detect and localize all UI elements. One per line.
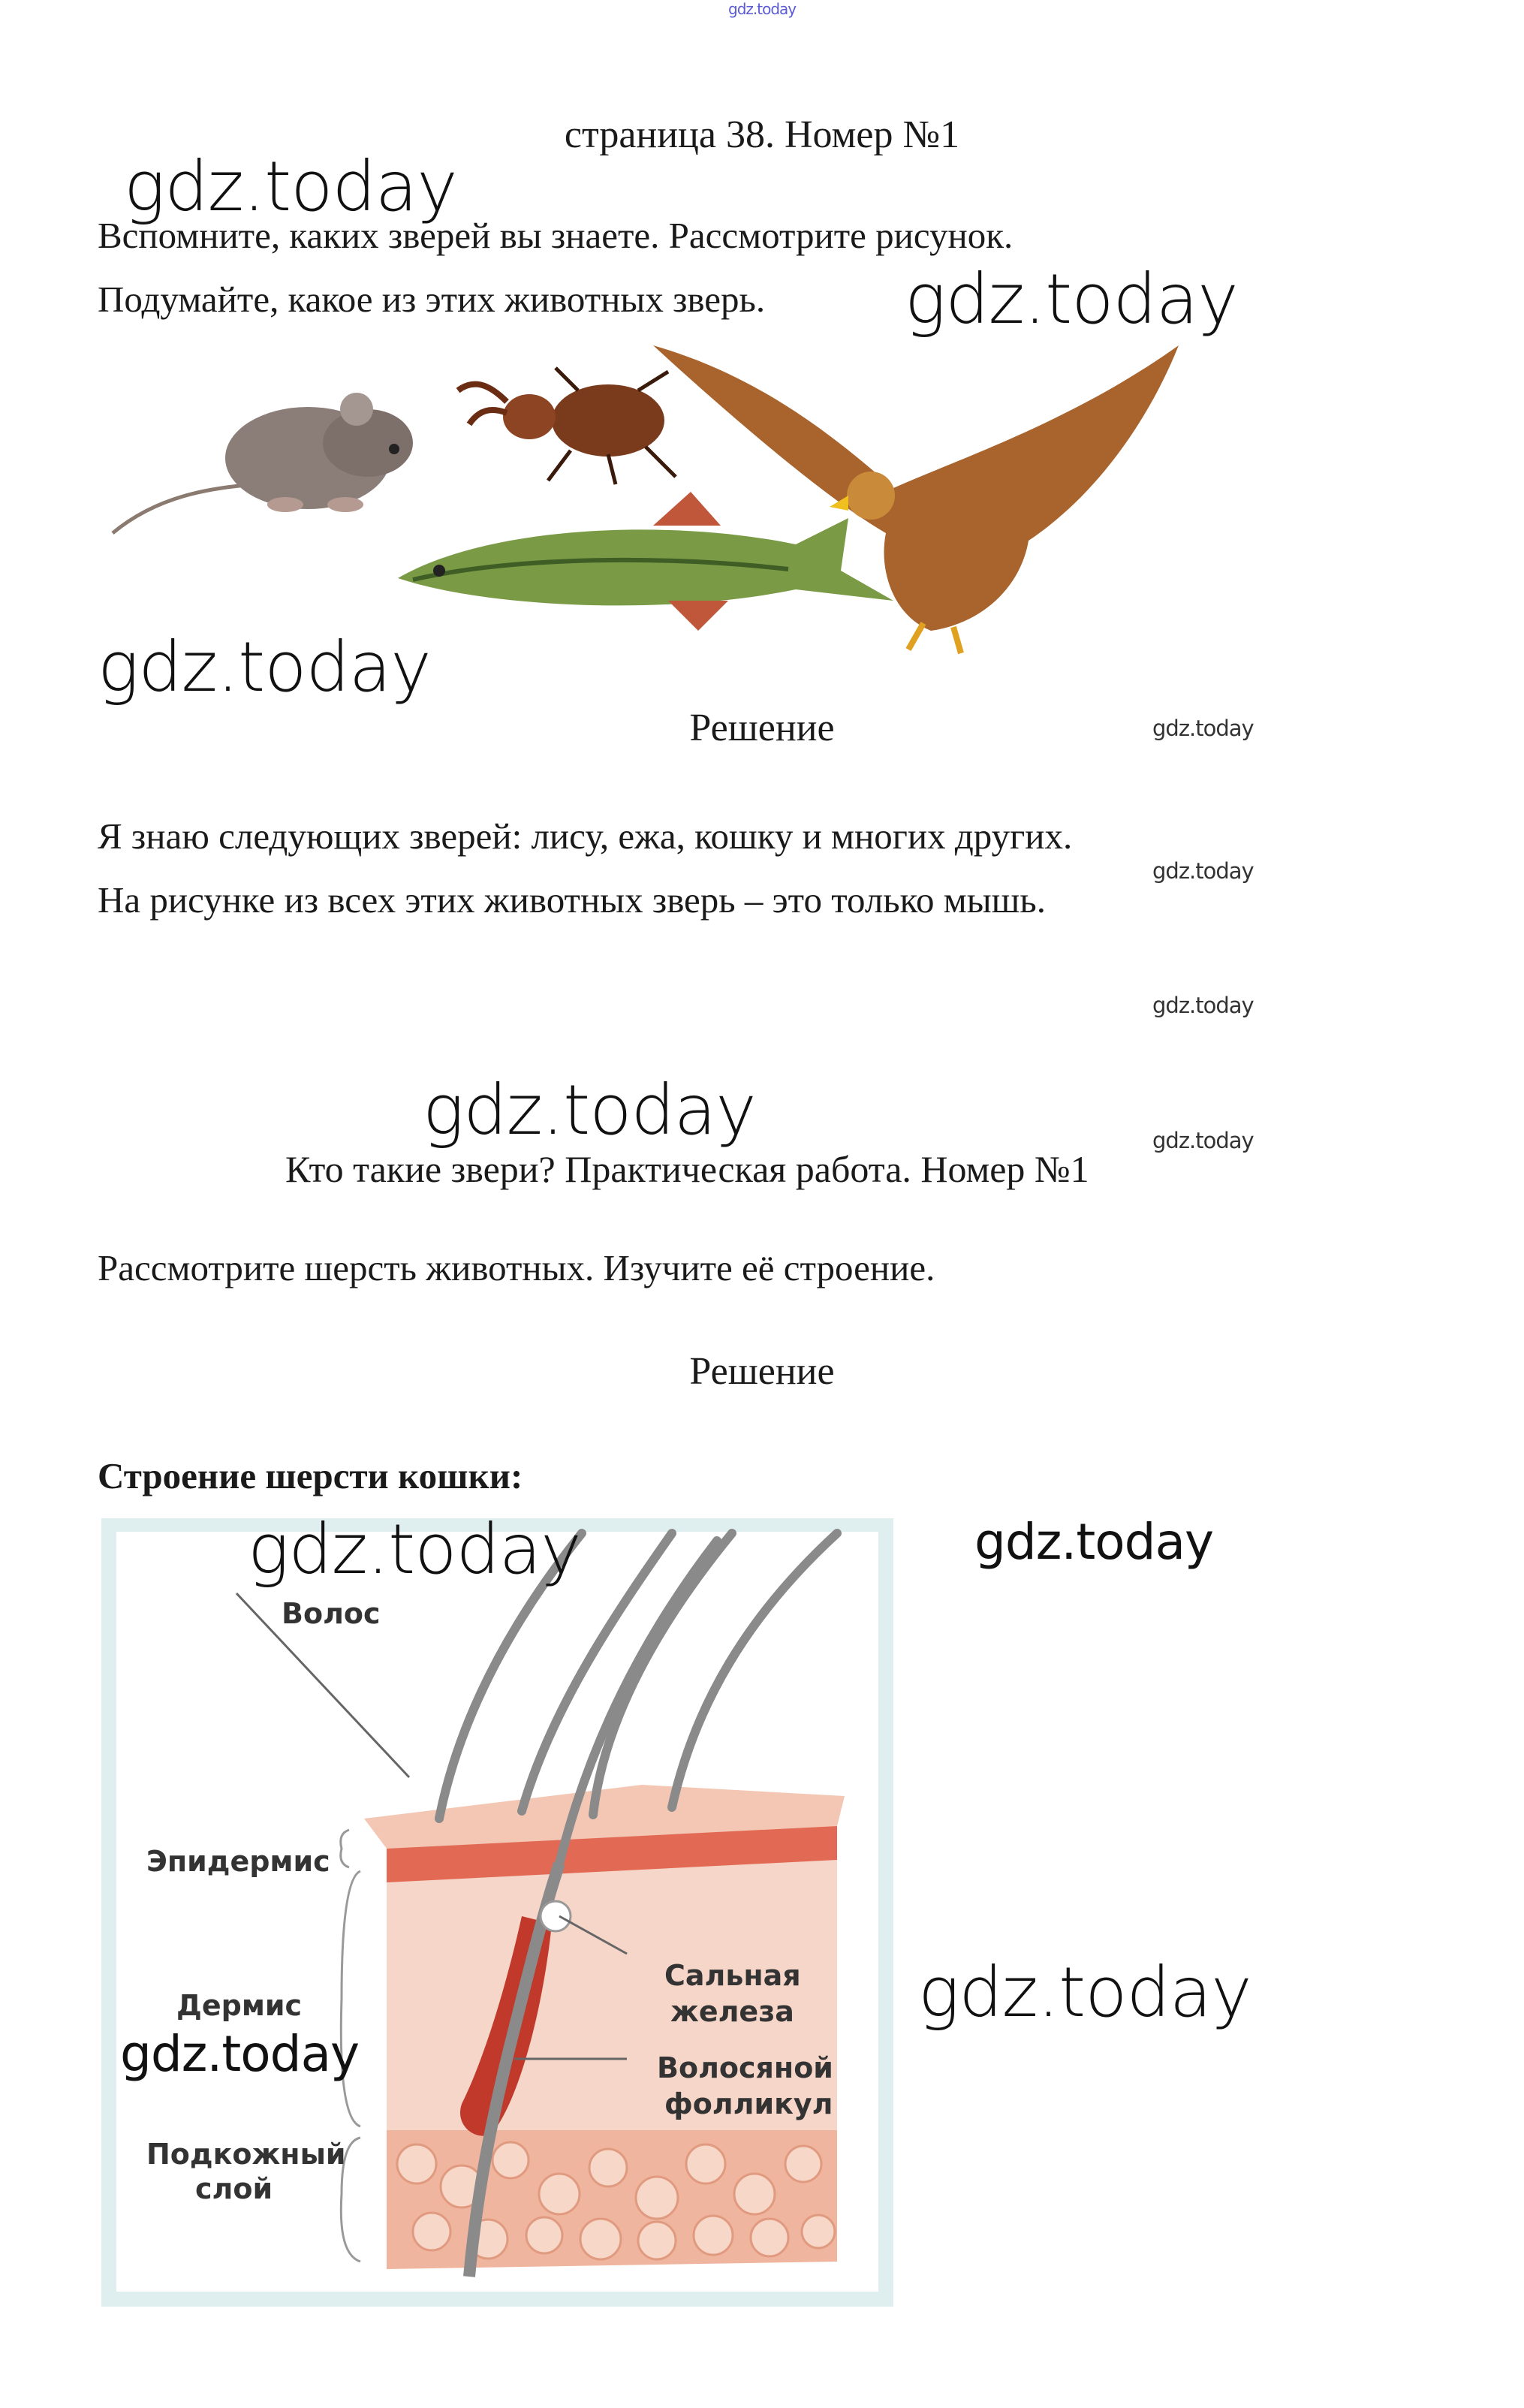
label-hair: Волос: [282, 1597, 381, 1630]
watermark: gdz.today: [423, 1070, 756, 1150]
watermark: gdz.today: [120, 2025, 360, 2083]
label-gland-1: Сальная: [664, 1959, 801, 1992]
section1-heading: страница 38. Номер №1: [564, 113, 960, 156]
watermark: gdz.today: [1152, 716, 1254, 741]
beetle-image: [458, 368, 676, 484]
label-follicle-2: фолликул: [664, 2087, 833, 2120]
cat-hair-diagram: [101, 1518, 893, 2307]
sebaceous-gland: [541, 1901, 571, 1931]
label-epidermis: Эпидермис: [146, 1845, 330, 1878]
task-line-2: Подумайте, какое из этих животных зверь.: [98, 279, 766, 320]
pike-image: [398, 492, 893, 631]
solution-label-1: Решение: [689, 707, 835, 749]
watermark: gdz.today: [918, 1952, 1251, 2033]
watermark: gdz.today: [1152, 858, 1254, 884]
label-dermis: Дермис: [176, 1989, 303, 2022]
answer-line-1: Я знаю следующих зверей: лису, ежа, кошку и многих других.: [98, 815, 1073, 857]
watermark: gdz.today: [905, 259, 1238, 339]
section2-heading: Кто такие звери? Практическая работа. Номер №1: [285, 1148, 1089, 1190]
watermark: gdz.today: [124, 146, 457, 227]
label-follicle-1: Волосяной: [657, 2051, 833, 2084]
task-line-1: Вспомните, каких зверей вы знаете. Рассмотрите рисунок.: [98, 215, 1013, 256]
animals-illustration: [98, 330, 1269, 661]
solution-label-2: Решение: [689, 1350, 835, 1393]
label-subcutaneous-2: слой: [195, 2172, 273, 2205]
section2-task-line: Рассмотрите шерсть животных. Изучите её строение.: [98, 1247, 935, 1288]
diagram-subheading: Строение шерсти кошки:: [98, 1455, 523, 1496]
watermark: gdz.today: [1152, 993, 1254, 1018]
answer-line-2: На рисунке из всех этих животных зверь – это только мышь.: [98, 879, 1046, 921]
watermark: gdz.today: [248, 1509, 581, 1590]
watermark: gdz.today: [1152, 1128, 1254, 1153]
watermark: gdz.today: [98, 627, 431, 707]
watermark: gdz.today: [974, 1513, 1214, 1571]
label-gland-2: железа: [670, 1995, 794, 2028]
watermark-top: gdz.today: [728, 0, 797, 18]
eagle-image: [653, 345, 1179, 653]
label-subcutaneous-1: Подкожный: [146, 2138, 346, 2171]
mouse-image: [113, 393, 413, 533]
